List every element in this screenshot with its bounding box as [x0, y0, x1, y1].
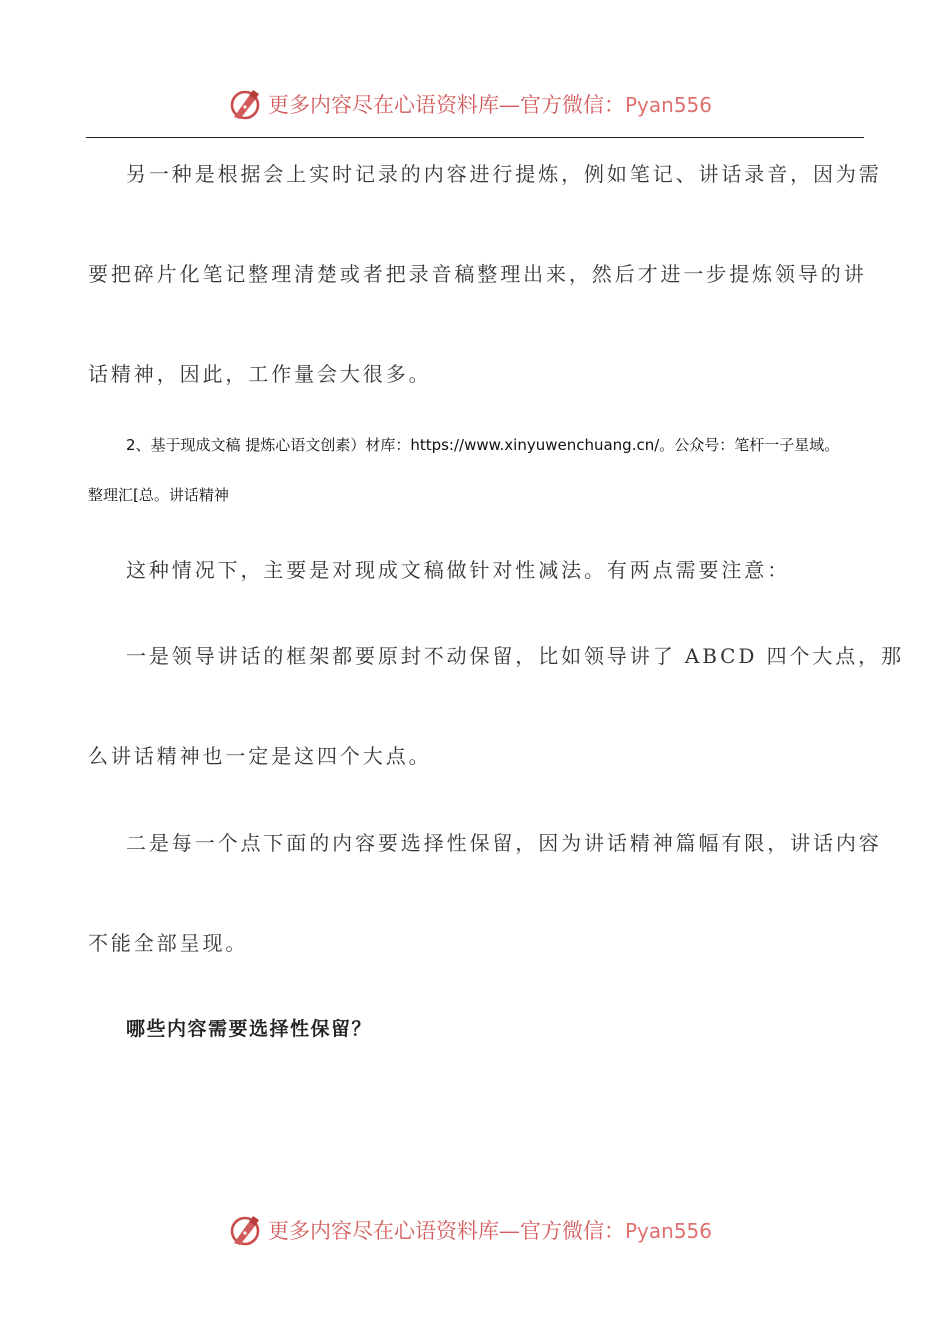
footer-banner-text: 更多内容尽在心语资料库—官方微信：Pyan556: [268, 1219, 713, 1243]
header-banner: [228, 84, 748, 124]
header-divider: [86, 137, 864, 138]
para4-line1: 二是每一个点下面的内容要选择性保留，因为讲话精神篇幅有限，讲话内容: [126, 831, 882, 855]
para3-line2: 么讲话精神也一定是这四个大点。: [88, 744, 432, 768]
subheading-line1: 2、基于现成文稿 提炼心语文创素）材库：https://www.xinyuwenchuang.cn/。公众号：笔杆一子星域。: [126, 436, 840, 454]
para3-line1: 一是领导讲话的框架都要原封不动保留，比如领导讲了 ABCD 四个大点，那: [126, 644, 904, 668]
pen-nib-logo-icon: [228, 1213, 262, 1247]
footer-wechat-id: Pyan556: [625, 1219, 713, 1243]
para1-line3: 话精神，因此，工作量会大很多。: [88, 362, 432, 386]
para2-line1: 这种情况下，主要是对现成文稿做针对性减法。有两点需要注意：: [126, 558, 791, 582]
para1-line1: 另一种是根据会上实时记录的内容进行提炼，例如笔记、讲话录音，因为需: [126, 162, 882, 186]
para4-line2: 不能全部呈现。: [88, 931, 249, 955]
pen-nib-logo-icon: [228, 87, 262, 121]
subheading-line2: 整理汇[总。讲话精神: [88, 486, 229, 504]
footer-banner: [228, 1210, 748, 1250]
header-banner-text: 更多内容尽在心语资料库—官方微信：Pyan556: [268, 93, 713, 117]
question-heading: 哪些内容需要选择性保留？: [126, 1018, 373, 1040]
para1-line2: 要把碎片化笔记整理清楚或者把录音稿整理出来，然后才进一步提炼领导的讲: [88, 262, 867, 286]
header-wechat-id: Pyan556: [625, 93, 713, 117]
